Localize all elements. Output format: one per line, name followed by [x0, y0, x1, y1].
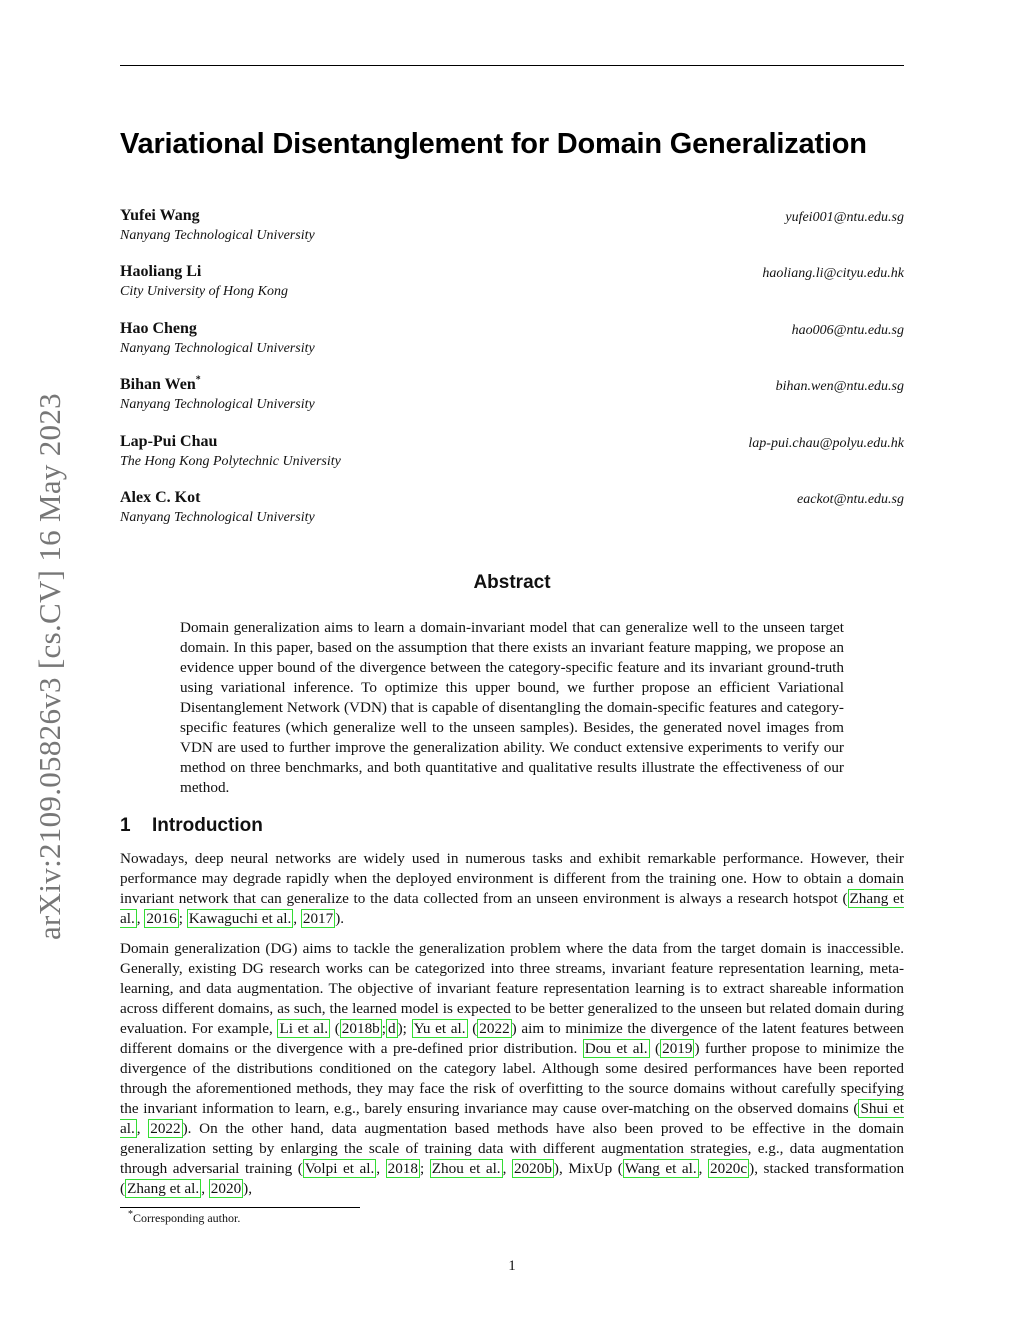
citation-link[interactable]: d: [388, 1020, 396, 1037]
author-email[interactable]: haoliang.li@cityu.edu.hk: [762, 266, 904, 282]
author-name: Lap-Pui Chau: [120, 432, 218, 450]
citation-link[interactable]: 2022: [150, 1120, 181, 1137]
author-name: Bihan Wen*: [120, 374, 201, 394]
citation-link[interactable]: Li et al.: [279, 1020, 329, 1037]
author-affiliation: Nanyang Technological University: [120, 340, 315, 356]
citation-link[interactable]: 2022: [479, 1020, 510, 1037]
author-email[interactable]: lap-pui.chau@polyu.edu.hk: [748, 435, 904, 451]
author-email[interactable]: bihan.wen@ntu.edu.sg: [775, 379, 904, 395]
author-email[interactable]: hao006@ntu.edu.sg: [791, 322, 904, 338]
author-affiliation: Nanyang Technological University: [120, 509, 315, 525]
citation-link[interactable]: Dou et al.: [584, 1040, 648, 1057]
citation-link[interactable]: Shui et al.: [120, 1100, 904, 1137]
citation-link[interactable]: Zhang et al.: [120, 890, 904, 927]
author-entry: [120, 206, 904, 262]
abstract-text: Domain generalization aims to learn a domain-invariant model that can generalize well to the unseen target domain. In this paper, based on the assumption that there exists an invariant feature mapping, we propose an evidence upper bound of the divergence between the category-specific feature and its invariant ground-truth using variational inference. To optimize this upper bound, we further propose an efficient Variational Disentanglement Network (VDN) that is capable of disentangling the domain-specific features and category-specific features (which generalize well to the unseen samples). Besides, the generated novel images from VDN are used to further improve the generalization ability. We conduct extensive experiments to verify our method on three benchmarks, and both quantitative and qualitative results illustrate the effectiveness of our method.: [180, 619, 844, 796]
citation-link[interactable]: 2018: [387, 1160, 418, 1177]
author-name: Alex C. Kot: [120, 488, 201, 506]
citation-link[interactable]: Zhang et al.: [127, 1180, 200, 1197]
page-number: 1: [508, 1258, 516, 1274]
author-affiliation: The Hong Kong Polytechnic University: [120, 453, 341, 469]
author-name: Hao Cheng: [120, 319, 197, 337]
arxiv-identifier[interactable]: arXiv:2109.05826v3 [cs.CV] 16 May 2023: [32, 393, 67, 940]
intro-paragraph-2: Domain generalization (DG) aims to tackle the generalization problem where the data from the target domain is inaccessible. Generally, existing DG research works can be categorized into three streams, invariant feature representation learning, meta-learning, and data augmentation. The objective of invariant feature representation learning is to extract shareable information across different domains, as such, the learned model is expected to be better generalized to the unseen but related domain during evaluation. For example, Li et al. ( 2018b ; d ); Yu et al. ( 2022 ) aim to minimize the divergence of the latent features between different domains or the divergence with a pre-defined prior distribution. Dou et al. ( 2019 ) further propose to minimize the divergence of the distributions conditioned on the category label. Although some desired performances have been reported through the aforementioned methods, they may face the risk of overfitting to the source domains without carefully specifying the invariant information to learn, e.g., barely ensuring invariance may cause over-matching on the observed domains ( Shui et al. , 2022 ). On the other hand, data augmentation based methods have also been proved to be effective in the domain generalization setting by enlarging the scale of training data with different augmentation strategies, e.g., data augmentation through adversarial training ( Volpi et al. , 2018 ; Zhou et al. , 2020b ), MixUp ( Wang et al. , 2020c ), stacked transformation ( Zhang et al. , 2020 ),: [120, 940, 905, 1197]
citation-link[interactable]: 2020c: [710, 1160, 748, 1177]
author-affiliation: Nanyang Technological University: [120, 228, 315, 243]
citation-link[interactable]: Zhou et al.: [431, 1160, 501, 1177]
author-affiliation: City University of Hong Kong: [120, 284, 288, 300]
section-heading: [120, 815, 263, 837]
top-rule: [120, 65, 904, 66]
citation-link[interactable]: Volpi et al.: [304, 1160, 375, 1177]
footnote-rule: [120, 1207, 360, 1208]
citation-link[interactable]: Yu et al.: [413, 1020, 466, 1037]
author-entry: [120, 319, 904, 375]
abstract-heading: Abstract: [473, 572, 551, 593]
citation-link[interactable]: 2020b: [513, 1160, 552, 1177]
citation-link[interactable]: 2020: [210, 1180, 242, 1197]
citation-link[interactable]: Wang et al.: [624, 1160, 697, 1177]
author-name: Haoliang Li: [120, 263, 202, 281]
author-email[interactable]: yufei001@ntu.edu.sg: [785, 210, 904, 225]
citation-link[interactable]: 2018b: [341, 1020, 380, 1037]
author-list: [120, 206, 904, 544]
footnote: *Corresponding author.: [128, 1209, 241, 1225]
intro-paragraph-1: Nowadays, deep neural networks are widely used in numerous tasks and exhibit remarkable performance. However, their performance may degrade rapidly when the deployed environment is different from the training one. How to obtain a domain invariant network that can generalize to the data collected from an unseen environment is always a research hotspot ( Zhang et al. , 2016 ; Kawaguchi et al. , 2017 ).: [120, 850, 904, 927]
citation-link[interactable]: 2019: [662, 1040, 693, 1057]
author-entry: [120, 488, 904, 544]
author-entry: [120, 432, 904, 488]
author-email[interactable]: eackot@ntu.edu.sg: [797, 491, 904, 507]
author-affiliation: Nanyang Technological University: [120, 397, 315, 413]
citation-link[interactable]: 2017: [302, 910, 334, 927]
paper-title: Variational Disentanglement for Domain Generalization: [120, 128, 867, 160]
author-entry: [120, 375, 904, 431]
section-title: Introduction: [152, 815, 263, 836]
author-entry: [120, 262, 904, 318]
citation-link[interactable]: 2016: [146, 910, 177, 927]
author-name: Yufei Wang: [120, 207, 200, 224]
citation-link[interactable]: Kawaguchi et al.: [188, 910, 292, 927]
section-number: 1: [120, 815, 131, 836]
